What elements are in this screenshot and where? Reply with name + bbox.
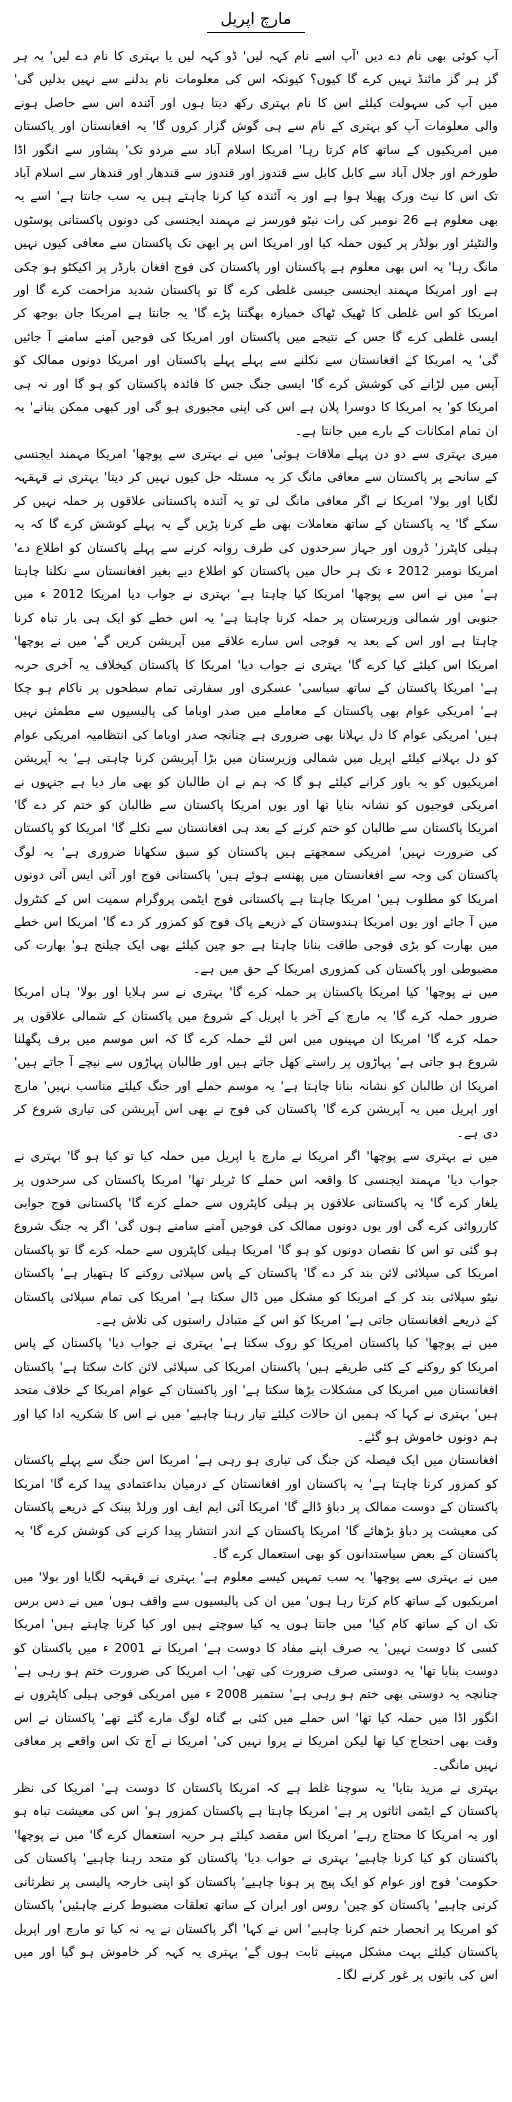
article-paragraph: میں نے بہتری سے پوچھا' اگر امریکا نے مارچ یا اپریل میں حملہ کیا تو کیا ہو گا' بہتری نے جواب دیا' مہمند ایجنسی کا واقعہ اس حملے کا ٹریلر تھا' امریکا پاکستان کی سرحدوں پر یلغار کرے گا' یہ پاکستانی علاقوں پر ہیلی کاپٹروں سے حملے کرے گا' پاکستانی فوج جوابی کارروائی کرے گی اور یوں دونوں ممالک کی فوجیں آمنے سامنے ہوں گی' اگر یہ جنگ شروع ہو گئی تو اس کا نقصان دونوں کو ہو گا' امریکا ہیلی کاپٹروں سے حملہ کرے گا تو پاکستان امریکا کی سپلائی لائن بند کر دے گا' پاکستان کے پاس سپلائی روکنے کا ہتھیار ہے' پاکستان نیٹو سپلائی بند کر کے امریکا کو مشکل میں ڈال سکتا ہے' امریکا کی تمام سپلائی پاکستان کے ذریعے افغانستان جاتی ہے' امریکا کو اس کے متبادل راستوں کی تلاش ہے۔ — [14, 1149, 498, 1327]
article-paragraph: آپ کوئی بھی نام دے دیں 'آپ اسے نام کہہ لیں' ڈو کہہ لیں یا بہتری کا نام دے لیں' یہ ہر گز ہر گز مائنڈ نہیں کرے گا کیوں؟ کیونکہ اس کی معلومات نام بدلنے سے نہیں بدلیں گی' میں آپ کی سہولت کیلئے اس کا نام بہتری رکھ دیتا ہوں اور آئندہ اس سے حاصل ہونے والی معلومات آپ کو بہتری کے نام سے ہی گوش گزار کروں گا' یہ افغانستان اور پاکستان میں امریکیوں کے ساتھ کام کرتا رہا' امریکا اسلام آباد سے مردو تک' پشاور سے انگور اڈا طورخم اور جلال آباد سے کابل کابل سے قندوز اور قندوز سے قندھار اور قندھار سے اسلام آباد تک اس کا نیٹ ورک پھیلا ہوا ہے اور یہ آئندہ کیا کرنا چاہتے ہیں یہ سب جانتا ہے' اسے یہ بھی معلوم ہے 26 نومبر کی رات نیٹو فورسز نے مہمند ایجنسی کی دونوں پاکستانی پوسٹوں والنٹیئر اور بولڈر پر کیوں حملہ کیا اور امریکا اس پر ابھی تک پاکستان سے معافی کیوں نہیں مانگ رہا' یہ اس بھی معلوم ہے پاکستان اور پاکستان کی فوج افغان بارڈر پر اکیکٹو ہو چکی ہے اور امریکا مہمند ایجنسی جیسی غلطی کرے گا تو پاکستان شدید مزاحمت کرے گا اور امریکا کو اس غلطی کا ٹھیک ٹھاک خمیازہ بھگتنا پڑے گا' یہ جانتا ہے امریکا جان بوجھ کر ایسی غلطی کرے گا جس کے نتیجے میں پاکستان اور امریکا کی فوجیں آمنے سامنے آ جائیں گی' یہ امریکا کے افغانستان سے نکلنے سے پہلے پہلے پاکستان اور امریکا دونوں ممالک کو آپس میں لڑانے کی کوشش کرے گا' ایسی جنگ جس کا فائدہ پاکستان کو ہو گا اور نہ ہی امریکا کو' یہ امریکا کا دوسرا پلان ہے اس کی اپنی مجبوری ہو گی اور کبھی ممکن بنانے' یہ ان تمام امکانات کے بارے میں جانتا ہے۔ — [14, 49, 499, 438]
article-body — [14, 45, 498, 1988]
article-paragraph: افغانستان میں ایک فیصلہ کن جنگ کی تیاری ہو رہی ہے' امریکا اس جنگ سے پہلے پاکستان کو کمزور کرنا چاہتا ہے' یہ پاکستان اور افغانستان کے درمیان بداعتمادی پیدا کرے گا' امریکا پاکستان کے دوست ممالک پر دباؤ ڈالے گا' امریکا آئی ایم ایف اور ورلڈ بینک کے ذریعے پاکستان کی معیشت پر دباؤ بڑھائے گا' امریکا پاکستان کے اندر انتشار پیدا کرنے کی کوشش کرے گا' یہ پاکستان کے بعض سیاستدانوں کو بھی استعمال کرے گا۔ — [14, 1453, 498, 1561]
title-wrap — [14, 8, 498, 33]
article-title: مارچ اپریل — [207, 8, 306, 33]
article-paragraph: میری بہتری سے دو دن پہلے ملاقات ہوئی' میں نے بہتری سے پوچھا' امریکا مہمند ایجنسی کے سانحے پر پاکستان سے معافی مانگ کر یہ مسئلہ حل کیوں نہیں کر دیتا' بہتری نے قہقہہ لگایا اور بولا' امریکا نے اگر معافی مانگ لی تو یہ آئندہ پاکستانی علاقوں پر حملہ نہیں کر سکے گا' یہ پاکستان کے ساتھ معاملات بھی طے کرنا پڑیں گے یہ پہلے کوشش کرے گا کہ یہ ہیلی کاپٹرز' ڈرون اور جہاز سرحدوں کی طرف روانہ کرنے سے پہلے پاکستان کو اطلاع دے' امریکا نومبر 2012 ء تک ہر حال میں پاکستان کو اطلاع دیے بغیر افغانستان سے نکلنا چاہتا ہے' میں نے اس سے پوچھا' امریکا کیا چاہتا ہے' بہتری نے جواب دیا امریکا 2012 ء میں جنوبی اور شمالی وزیرستان پر حملہ کرنا چاہتا ہے' یہ اس خطے کو ایک ہی بار تباہ کرنا چاہتا ہے اور اس کے بعد یہ فوجی اس سارے علاقے میں آپریشن کریں گے' میں نے پوچھا' امریکا اس کیلئے کیا کرے گا' بہتری نے جواب دیا' امریکا کا پاکستان کیخلاف یہ آخری حربہ ہے' امریکا پاکستان کے ساتھ سیاسی' عسکری اور سفارتی تمام سطحوں پر ناکام ہو چکا ہے' امریکی عوام بھی پاکستان کے معاملے میں صدر اوباما کی پالیسیوں سے مطمئن نہیں ہیں' امریکی عوام کا دل بہلانا بھی ضروری ہے چنانچہ صدر اوباما کی انتظامیہ امریکی عوام کو دل بہلانے کیلئے اپریل میں شمالی وزیرستان میں بڑا آپریشن کرنا چاہتی ہے' یہ آپریشن امریکیوں کو یہ باور کرانے کیلئے ہو گا کہ ہم نے ان طالبان کو بھی مار دیا ہے جنہوں نے امریکی فوجیوں کو نشانہ بنایا تھا اور یوں امریکا پاکستان سے طالبان کو ختم کر دے گا' امریکا پاکستان سے طالبان کو ختم کرنے کے بعد ہی افغانستان سے نکلے گا' امریکا کو پاکستان کی ضرورت نہیں' امریکی سمجھتے ہیں پاکستان کو سبق سکھانا ضروری ہے' یہ لوگ پاکستان کی وجہ سے افغانستان میں پھنسے ہوئے ہیں' پاکستانی فوج اور آئی ایس آئی دونوں امریکا کو مطلوب ہیں' امریکا چاہتا ہے پاکستانی فوج ایٹمی پروگرام سمیت اس کے کنٹرول میں آ جائے اور یوں امریکا ہندوستان کے ذریعے پاک فوج کو کمزور کر دے گا' امریکا اس خطے میں بھارت کو بڑی فوجی طاقت بنانا چاہتا ہے جو چین کیلئے بھی ایک چیلنج ہو' بھارت کی مضبوطی اور پاکستان کی کمزوری امریکا کے حق میں ہے۔ — [14, 446, 499, 976]
article-paragraph: میں نے پوچھا' کیا پاکستان امریکا کو روک سکتا ہے' بہتری نے جواب دیا' پاکستان کے پاس امریکا کو روکنے کے کئی طریقے ہیں' پاکستان امریکا کی سپلائی لائن کاٹ سکتا ہے' پاکستان افغانستان میں امریکا کی مشکلات بڑھا سکتا ہے' اور پاکستان کے عوام امریکا کے خلاف متحد ہیں' بہتری نے کہا کہ ہمیں ان حالات کیلئے تیار رہنا چاہیے' میں نے اس کا شکریہ ادا کیا اور ہم دونوں خاموش ہو گئے۔ — [14, 1336, 498, 1444]
article-paragraph: میں نے پوچھا' کیا امریکا پاکستان پر حملہ کرے گا' بہتری نے سر ہلایا اور بولا' ہاں امریکا ضرور حملہ کرے گا' یہ مارچ کے آخر یا اپریل کے شروع میں پاکستان کے شمالی علاقوں پر حملہ کرے گا' امریکا ان مہینوں میں اس لئے حملہ کرے گا کہ اس موسم میں برف پگھلنا شروع ہو جاتی ہے' پہاڑوں پر راستے کھل جاتے ہیں اور طالبان پہاڑوں سے نیچے آ جاتے ہیں' امریکا ان طالبان کو نشانہ بنانا چاہتا ہے' یہ موسم حملے اور جنگ کیلئے مناسب نہیں' مارچ اور اپریل میں یہ آپریشن کرے گا' پاکستان کی فوج نے بھی اس آپریشن کی تیاری شروع کر دی ہے۔ — [14, 985, 498, 1140]
article-paragraph: میں نے بہتری سے پوچھا' یہ سب تمہیں کیسے معلوم ہے' بہتری نے قہقہہ لگایا اور بولا' میں امریکیوں کے ساتھ کام کرتا رہا ہوں' میں ان کی پالیسیوں سے واقف ہوں' میں نے دس برس تک ان کے ساتھ کام کیا' میں جانتا ہوں یہ کیا سوچتے ہیں اور کیا کرنا چاہتے ہیں' امریکا کسی کا دوست نہیں' یہ صرف اپنے مفاد کا دوست ہے' امریکا نے 2001 ء میں پاکستان کو دوست بنایا تھا' یہ دوستی صرف ضرورت کی تھی' اب امریکا کی ضرورت ختم ہو رہی ہے' چنانچہ یہ دوستی بھی ختم ہو رہی ہے' ستمبر 2008 ء میں امریکی فوجی ہیلی کاپٹروں نے انگور اڈا میں حملہ کیا تھا' اس حملے میں کئی بے گناہ لوگ مارے گئے تھے' پاکستان نے اس وقت بھی احتجاج کیا تھا لیکن امریکا نے پروا نہیں کی' امریکا نے آج تک اس واقعے پر معافی نہیں مانگی۔ — [14, 1570, 498, 1772]
article-paragraph: بہتری نے مزید بتایا' یہ سوچنا غلط ہے کہ امریکا پاکستان کا دوست ہے' امریکا کی نظر پاکستان کے ایٹمی اثاثوں پر ہے' امریکا چاہتا ہے پاکستان کمزور ہو' اس کی معیشت تباہ ہو اور یہ امریکا کا محتاج رہے' امریکا اس مقصد کیلئے ہر حربہ استعمال کرے گا' میں نے پوچھا' پاکستان کو کیا کرنا چاہیے' بہتری نے جواب دیا' پاکستان کو متحد رہنا چاہیے' پاکستان کی حکومت' فوج اور عوام کو ایک پیج پر ہونا چاہیے' پاکستان کو اپنی خارجہ پالیسی پر نظرثانی کرنی چاہیے' پاکستان کو چین' روس اور ایران کے ساتھ تعلقات مضبوط کرنے چاہئیں' پاکستان کو امریکا پر انحصار ختم کرنا چاہیے' اس نے کہا' اگر پاکستان نے یہ نہ کیا تو مارچ اور اپریل پاکستان کیلئے بہت مشکل مہینے ثابت ہوں گے' بہتری یہ کہہ کر خاموش ہو گیا اور میں اس کی باتوں پر غور کرنے لگا۔ — [14, 1781, 498, 1983]
